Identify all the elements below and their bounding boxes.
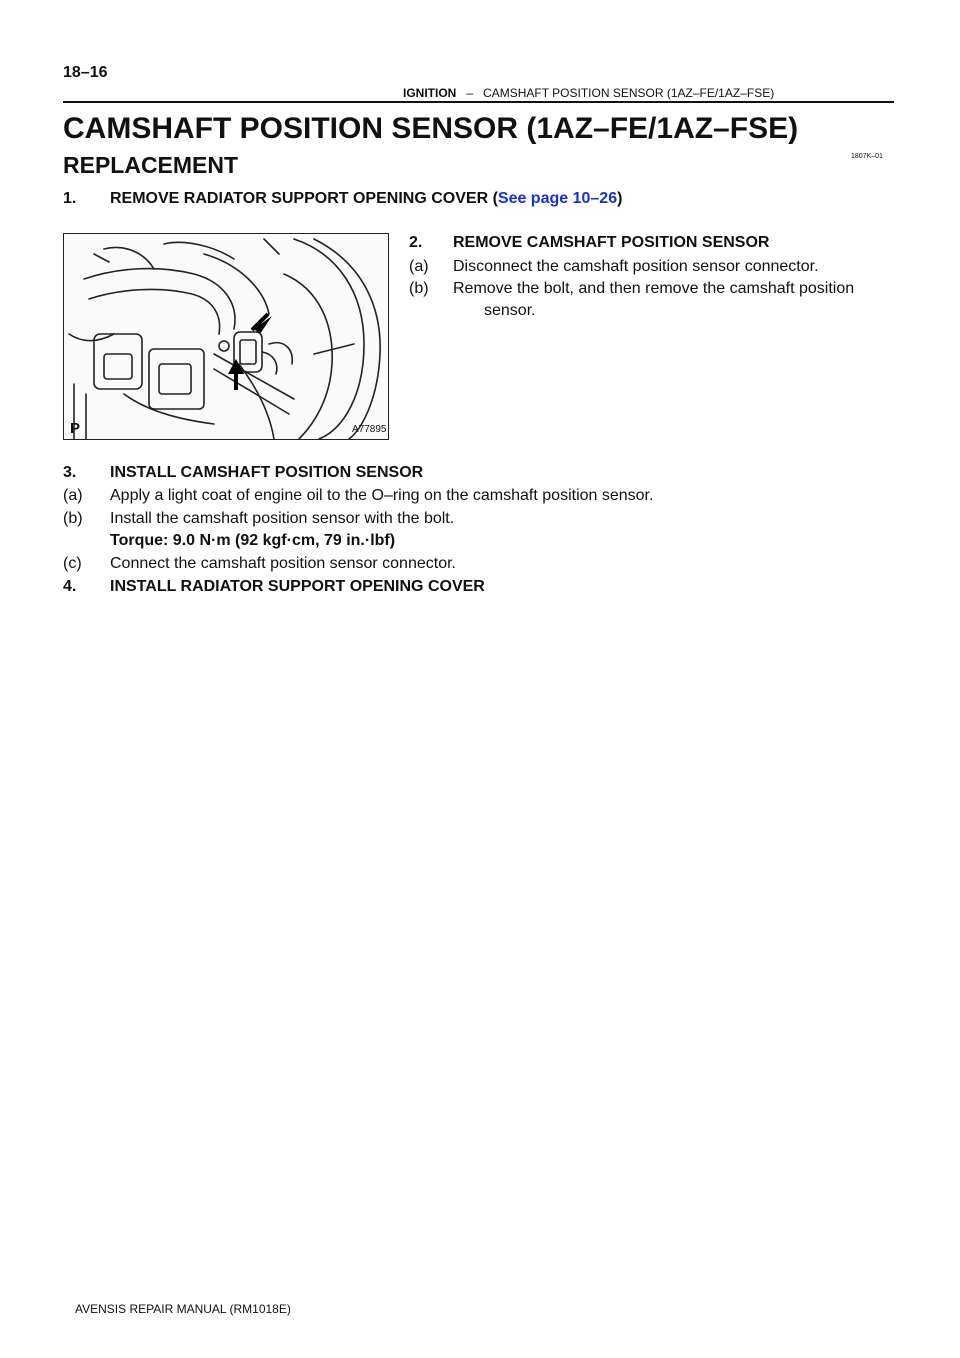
section-title: REPLACEMENT [63, 152, 239, 178]
step-3 [63, 464, 893, 484]
header-separator: – [466, 86, 474, 100]
step-text: Connect the camshaft position sensor connector. [110, 555, 456, 572]
step-number: (b) [409, 280, 429, 297]
step-number: (a) [409, 258, 429, 275]
step-text: REMOVE CAMSHAFT POSITION SENSOR [453, 234, 770, 251]
doc-code: 1807K–01 [851, 153, 883, 160]
step-3c [63, 555, 893, 575]
step-number: 3. [63, 464, 77, 481]
header-section [403, 86, 774, 100]
engine-illustration [63, 233, 389, 440]
step-text: INSTALL RADIATOR SUPPORT OPENING COVER [110, 578, 485, 595]
step-text-continued: sensor. [484, 302, 536, 319]
figure-code: A77895 [352, 424, 387, 435]
step-text [110, 190, 622, 208]
engine-drawing [64, 234, 389, 440]
step-number: (a) [63, 487, 83, 504]
step-text: Disconnect the camshaft position sensor connector. [453, 258, 819, 275]
step-3a [63, 487, 893, 507]
step-1-close: ) [617, 190, 623, 207]
step-2a [409, 258, 899, 278]
step-number: 1. [63, 190, 77, 207]
step-3b [63, 510, 893, 552]
step-number: (c) [63, 555, 82, 572]
step-number: 4. [63, 578, 77, 595]
step-2 [409, 234, 899, 254]
step-4 [63, 578, 893, 598]
step-number: (b) [63, 510, 83, 527]
torque-spec: Torque: 9.0 N·m (92 kgf·cm, 79 in.·lbf) [110, 532, 396, 549]
footer-manual-title: AVENSIS REPAIR MANUAL (RM1018E) [75, 1302, 291, 1316]
header-section-name: IGNITION [403, 86, 457, 100]
figure-letter: P [70, 420, 81, 437]
page-title: CAMSHAFT POSITION SENSOR (1AZ–FE/1AZ–FSE) [63, 112, 799, 145]
header-rule [63, 101, 894, 103]
step-number: 2. [409, 234, 423, 251]
step-1-text: REMOVE RADIATOR SUPPORT OPENING COVER ( [110, 190, 498, 207]
step-text: Install the camshaft position sensor with the bolt. [110, 510, 455, 527]
page-number: 18–16 [63, 64, 108, 81]
step-text: Remove the bolt, and then remove the camshaft position [453, 280, 855, 297]
step-2b [409, 280, 899, 322]
step-text: Apply a light coat of engine oil to the O–ring on the camshaft position sensor. [110, 487, 654, 504]
see-page-link[interactable]: See page 10–26 [497, 190, 618, 207]
step-1 [63, 190, 893, 210]
header-subsection: CAMSHAFT POSITION SENSOR (1AZ–FE/1AZ–FSE) [483, 86, 775, 100]
step-text: INSTALL CAMSHAFT POSITION SENSOR [110, 464, 424, 481]
